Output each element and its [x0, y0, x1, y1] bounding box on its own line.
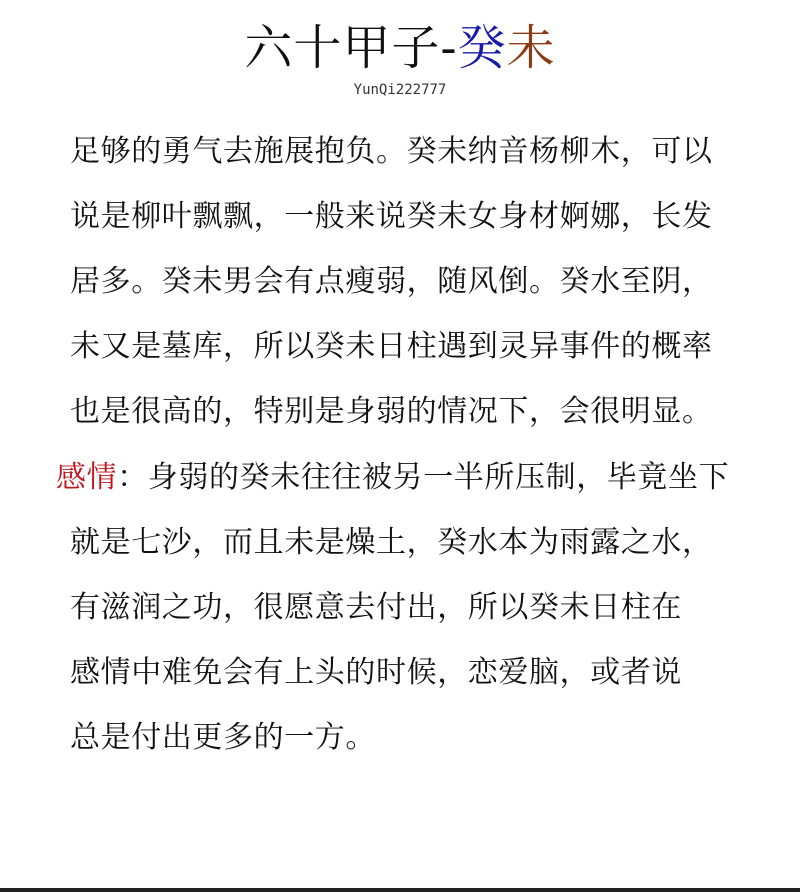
paragraph1-line-1: 足够的勇气去施展抱负。癸未纳音杨柳木，可以 — [70, 134, 713, 169]
paragraph1-line-2: 说是柳叶飘飘，一般来说癸未女身材婀娜，长发 — [70, 199, 713, 234]
paragraph2-line-4: 感情中难免会有上头的时候，恋爱脑，或者说 — [70, 655, 682, 690]
title-branch-char: 未 — [506, 20, 556, 76]
author-watermark: YunQi222777 — [353, 82, 447, 98]
paragraph1-line-4: 未又是墓库，所以癸未日柱遇到灵异事件的概率 — [70, 329, 713, 364]
article-body — [0, 118, 800, 798]
paragraph2-line-2: 就是七沙，而且未是燥土，癸水本为雨露之水， — [70, 525, 713, 560]
paragraph1-line-5: 也是很高的，特别是身弱的情况下，会很明显。 — [70, 394, 713, 429]
page-title — [0, 18, 800, 78]
paragraph2-line-1 — [56, 458, 729, 498]
paragraph2-line-3: 有滋润之功，很愿意去付出，所以癸未日柱在 — [70, 590, 682, 625]
bottom-divider — [0, 888, 800, 892]
paragraph2-line-1-text: ：身弱的癸未往往被另一半所压制，毕竟坐下 — [117, 460, 730, 495]
title-prefix: 六十甲子- — [244, 20, 458, 76]
title-stem-char: 癸 — [457, 20, 507, 76]
paragraph2-line-5: 总是付出更多的一方。 — [70, 720, 376, 755]
paragraph1-line-3: 居多。癸未男会有点瘦弱，随风倒。癸水至阴， — [70, 264, 713, 299]
keyword-emotion: 感情 — [56, 460, 118, 495]
